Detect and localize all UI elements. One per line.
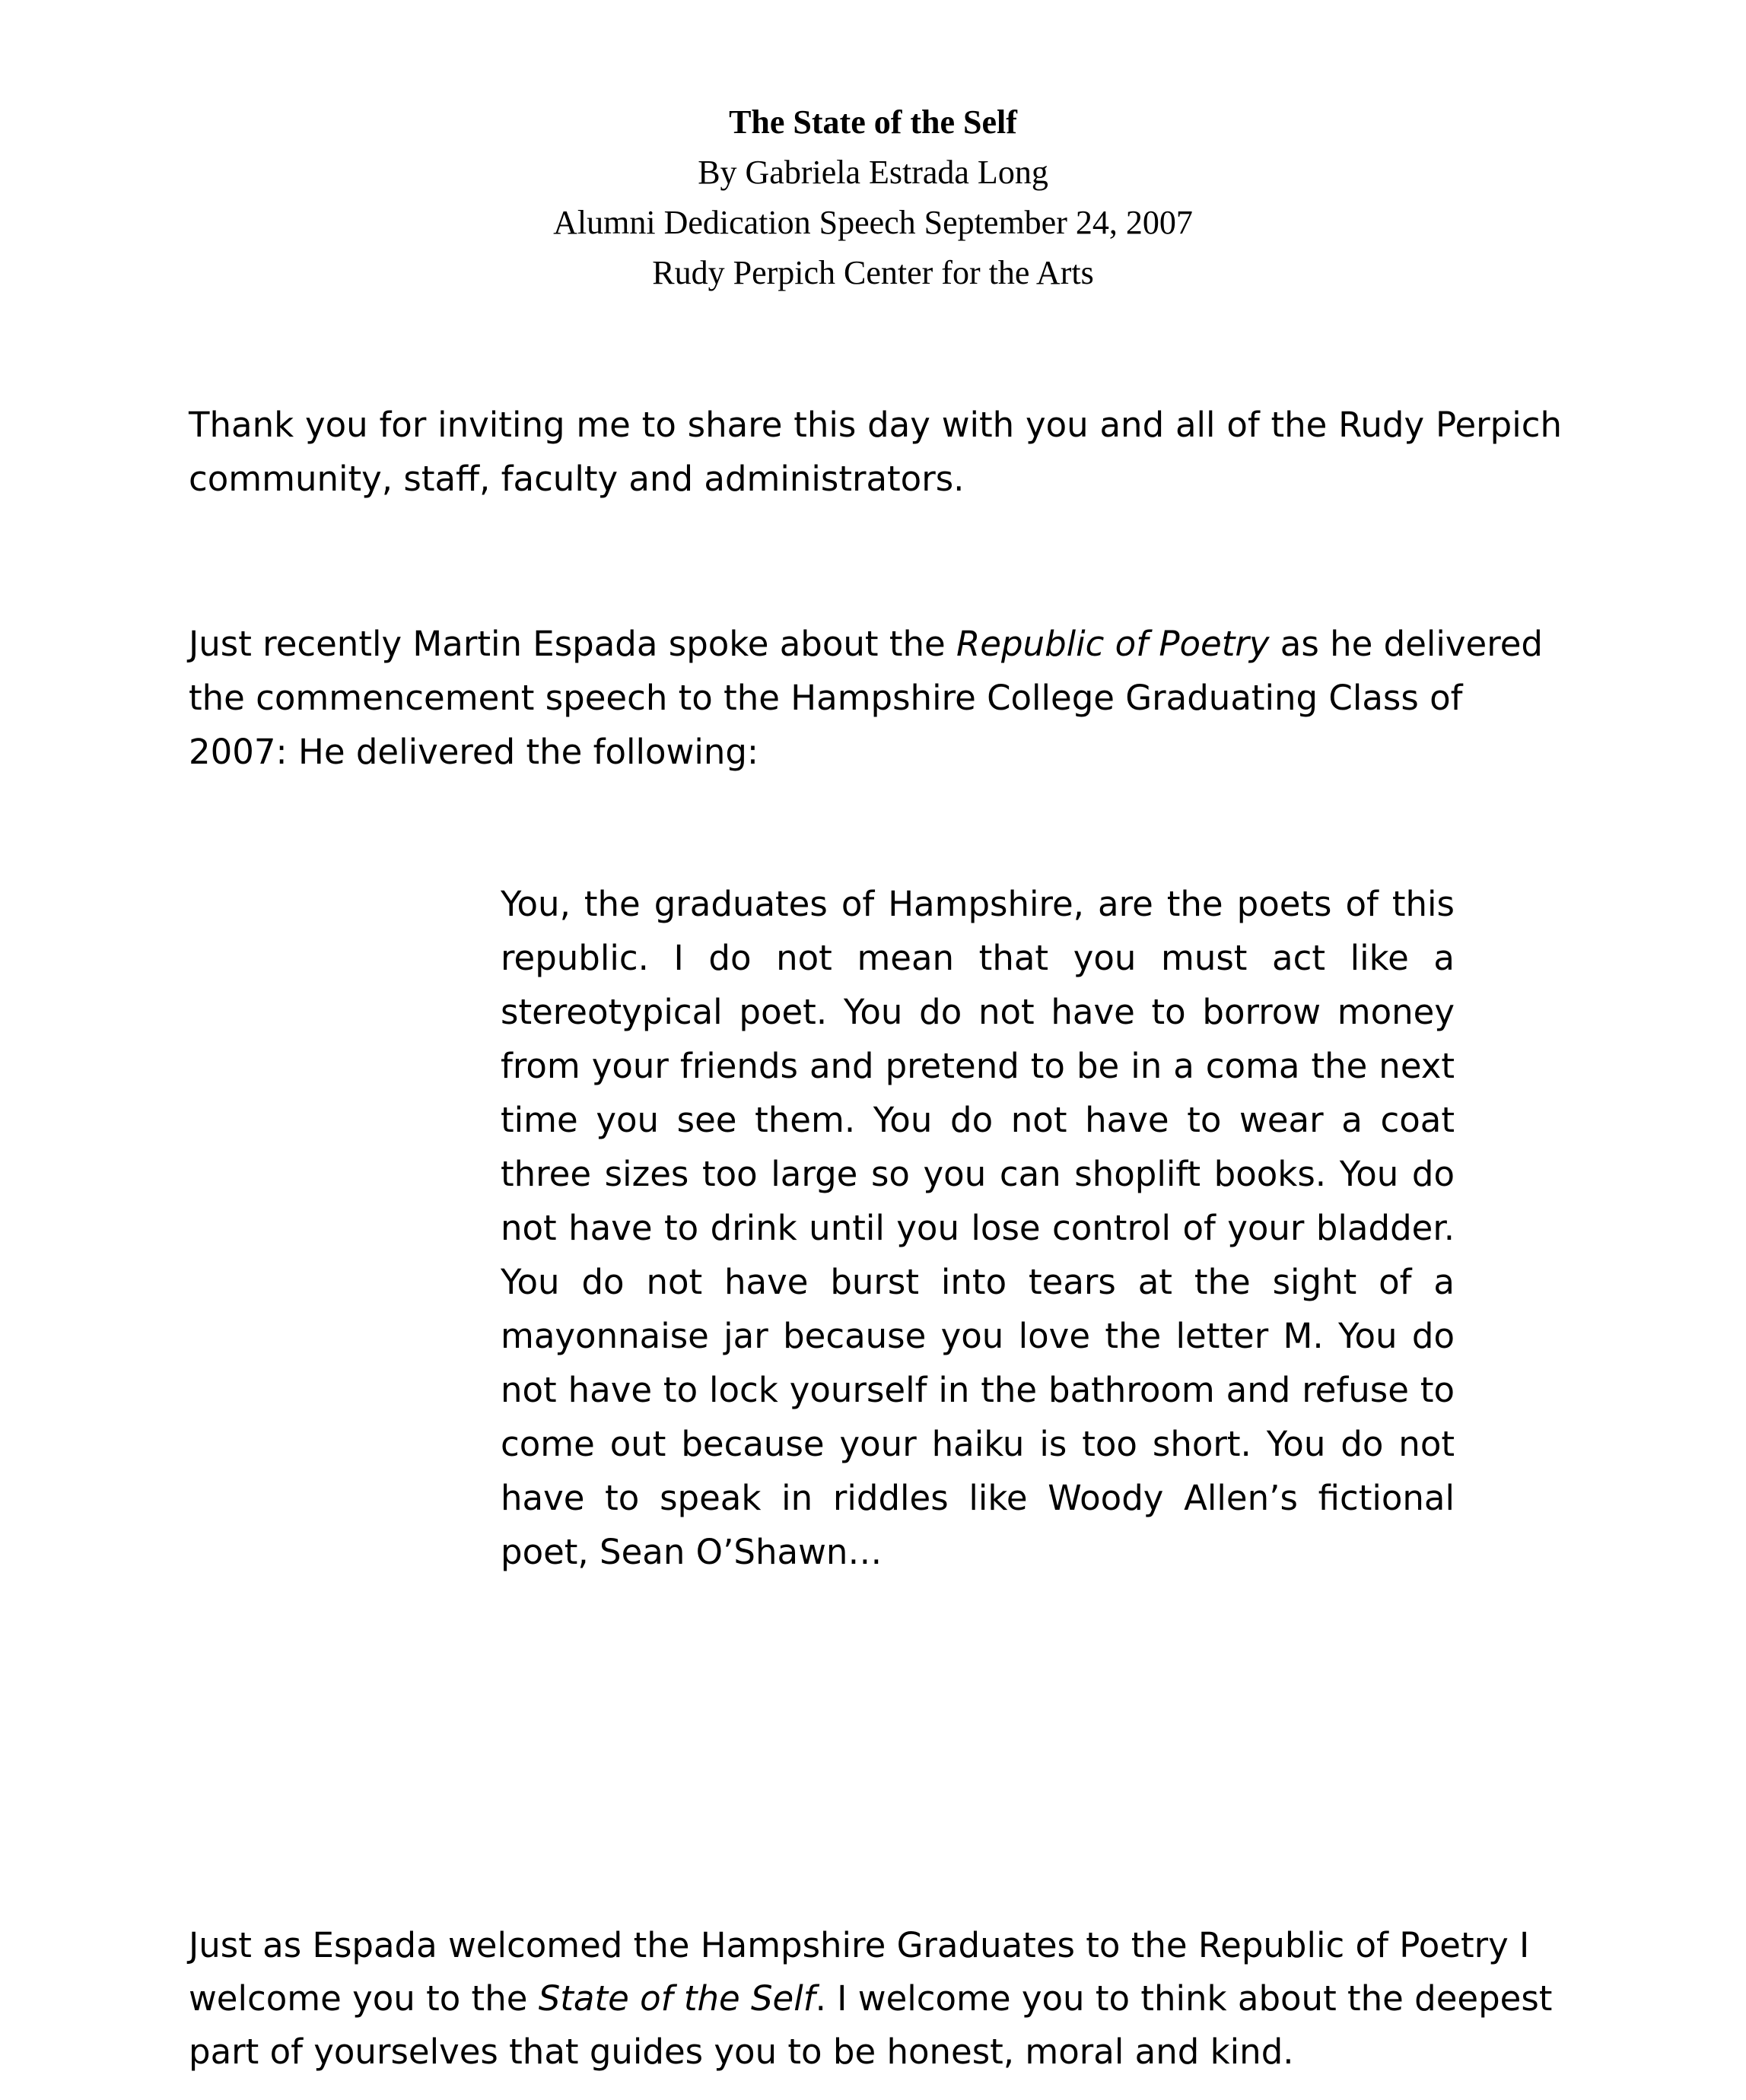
paragraph-espada-intro [189, 617, 1562, 779]
paragraph-espada-intro-text-2: as he delivered the commencement speech to the Hampshire College Graduating Class of 2007: He delivered the following: [189, 624, 1543, 772]
document-author: By Gabriela Estrada Long [698, 154, 1048, 191]
paragraph-welcome [189, 1919, 1562, 2079]
title-republic-of-poetry: Republic of Poetry [956, 624, 1270, 664]
paragraph-welcome-text-1: Just as Espada welcomed the Hampshire Graduates to the Republic of Poetry I welcome you to the [189, 1925, 1530, 2019]
document-venue: Rudy Perpich Center for the Arts [652, 254, 1094, 291]
document-header [0, 97, 1746, 298]
paragraph-espada-intro-text-1: Just recently Martin Espada spoke about the [189, 624, 957, 664]
paragraph-greeting: Thank you for inviting me to share this day with you and all of the Rudy Perpich community, staff, faculty and administrators. [189, 405, 1562, 499]
paragraph-welcome-text-2: . I welcome you to think about the deepest part of yourselves that guides you to be honest, moral and kind. [189, 1978, 1553, 2072]
document-title: The State of the Self [729, 103, 1017, 141]
espada-quotation: You, the graduates of Hampshire, are the poets of this republic. I do not mean that you must act like a stereotypical poet. You do not have to borrow money from your friends and pretend to be in a coma the next time you see them. You do not have to wear a coat three sizes too large so you can shoplift books. You do not have to drink until you lose control of your bladder. You do not have burst into tears at the sight of a mayonnaise jar because you love the letter M. You do not have to lock yourself in the bathroom and refuse to come out because your haiku is too short. You do not have to speak in riddles like Woody Allen’s fictional poet, Sean O’Shawn… [501, 884, 1455, 1572]
title-state-of-the-self: State of the Self [538, 1978, 816, 2019]
document-occasion: Alumni Dedication Speech September 24, 2007 [553, 204, 1193, 241]
